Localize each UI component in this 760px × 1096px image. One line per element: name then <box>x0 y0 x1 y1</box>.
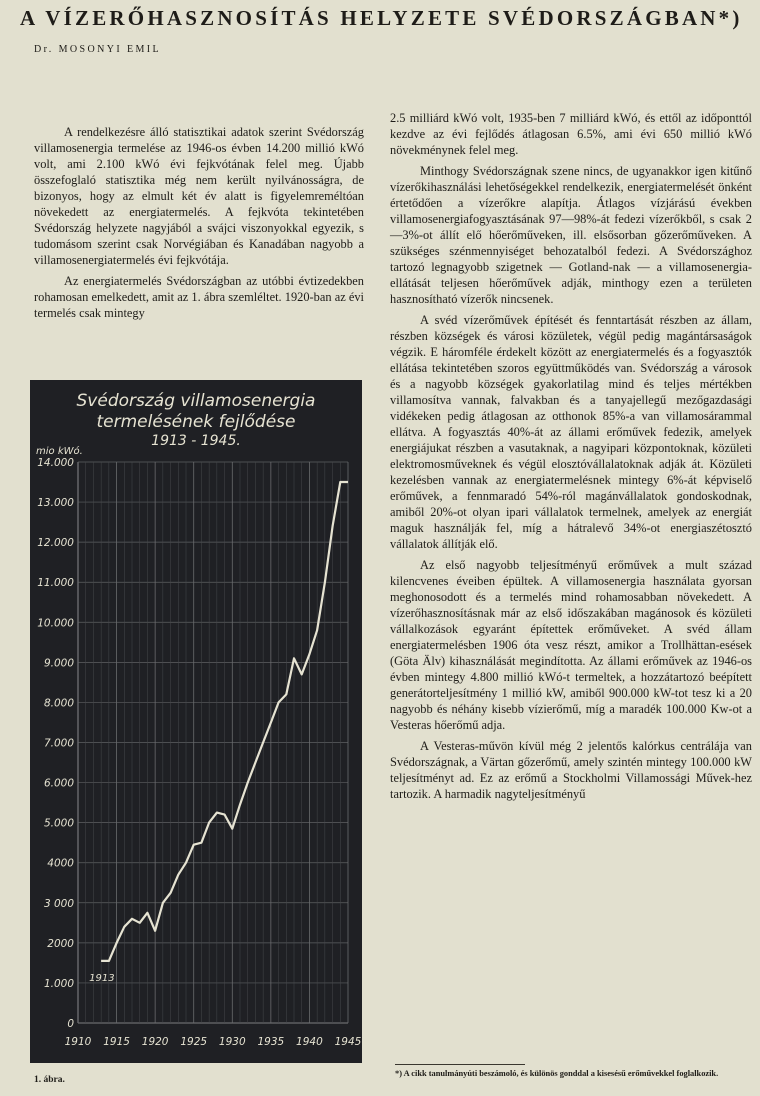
footnote: *) A cikk tanulmányúti beszámoló, és különös gonddal a kisesésű erőművekkel foglalkozik. <box>395 1069 719 1078</box>
start-year-annotation: 1913 <box>89 972 115 984</box>
y-tick-label: 6.000 <box>43 777 74 790</box>
x-tick-label: 1935 <box>257 1036 285 1048</box>
x-tick-label: 1925 <box>180 1036 208 1048</box>
y-tick-label: 8.000 <box>43 697 74 710</box>
x-tick-label: 1915 <box>103 1036 130 1048</box>
article-title: A VÍZERŐHASZNOSÍTÁS HELYZETE SVÉDORSZÁGBAN*) <box>20 6 743 30</box>
footnote-divider <box>395 1064 525 1065</box>
figure-caption: 1. ábra. <box>34 1075 65 1085</box>
x-tick-label: 1920 <box>141 1036 169 1048</box>
left-column <box>34 124 364 321</box>
paragraph: Minthogy Svédországnak szene nincs, de ugyanakkor igen kitűnő vízerőkihasználási lehetőségekkel rendelkezik, energiatermelését önként értetődően a vízerőkre alapítja. Átlagos vízjárású években villamosenergiafogyasztásának 97—98%-át fedezi vízerőkből, s csak 2—3%-ot állít elő hőerőműveken, ill. elsősorban gőzerőműveken. A szükséges szénmennyiséget behozatalból fedezi. A Svédországhoz tartozó legnagyobb szigetnek — Gotland-nak — a villamosenergia-ellátását teljesen hőerőművek adják, minthogy ezen a területen hasznosítható vízerők nincsenek. <box>390 164 752 306</box>
y-tick-label: 12.000 <box>37 537 74 550</box>
y-tick-label: 1.000 <box>43 977 74 990</box>
right-column <box>390 110 752 802</box>
paragraph: Az energiatermelés Svédországban az utóbbi évtizedekben rohamosan emelkedett, amit az 1. ábra szemléltet. 1920-ban az évi termelés csak mintegy <box>34 274 364 320</box>
y-tick-label: 3 000 <box>43 897 74 910</box>
author-name: Dr. MOSONYI EMIL <box>34 44 162 55</box>
paragraph: Az első nagyobb teljesítményű erőművek a mult század kilencvenes éveiben épültek. A villamosenergia használata gyorsan meghonosodott és a termelés mind rohamosabban növekedett. A vízerőhasznosításnak már az első időszakában magánosok és közületi vállalkozások egyaránt építettek erőműveket. A svéd állam energiatermelésben 1906 óta vesz részt, amikor a Trollhättan-esések (Göta Älv) kihasználását megindította. Az állami erőművek az 1946-os évben mintegy 4.800 millió kWó-t termeltek, a hozzátartozó beépített generátorteljesítmény 1 millió kW, amiből 900.000 kW-tot tesz ki a 20 nagyobb és néhány kisebb vízierőmű, míg a maradék 100.000 Kw-ot a Vesteras hőerőmű adja. <box>390 558 752 732</box>
x-tick-label: 1910 <box>64 1036 92 1048</box>
production-chart <box>30 380 362 1063</box>
paragraph: A svéd vízerőművek építését és fenntartását részben az állam, részben községek és városi közületek, végül pedig magántársaságok végzik. E háromféle érdekelt között az energiatermelés és a fogyasztók ellátása tekintetében szoros együttműködés van. Svédország a városok és a nagyobb községek gyakorlatilag mind és teljes mértékben villamosítva vannak, falvakban és a tanyajellegű mezőgazdasági vidékeken pedig átlagosan az otthonok 85%-a van villamosárammal ellátva. A fogyasztás 40%-át az állami erőművek fedezik, amelyek energiájukat részben a vasutaknak, a nagyipari központoknak, közületi elektromosműveknek és végül elosztóvállalatoknak adják át. Közületi kezelésben vannak az energiatermelésnek mintegy 6%-át képviselő erőművek, a fennmaradó 54%-ról magánvállalatok gondoskodnak, amiből 20%-ot olyan ipari vállalatok termelnek, amelyek az energiát maguk használják fel, míg a hátralevő 34%-ot energiaszétosztó vállalatok állítják elő. <box>390 313 752 551</box>
y-tick-label: 2000 <box>47 937 74 950</box>
figure-chart <box>30 380 362 1063</box>
y-tick-label: 4000 <box>47 857 74 870</box>
chart-title: Svédország villamosenergia termelésének fejlődése <box>76 391 316 432</box>
x-tick-label: 1930 <box>218 1036 246 1048</box>
x-tick-label: 1940 <box>296 1036 323 1048</box>
paragraph: A Vesteras-művön kívül még 2 jelentős kalórkus centrálája van Svédországnak, a Värtan gőzerőmű, amely szintén mintegy 100.000 kW teljesítményt ad. Ez az erőmű a Stockholmi Villamossági Művek-hez tartozik. A harmadik nagyteljesítményű <box>390 739 752 801</box>
y-tick-label: 7.000 <box>43 737 74 750</box>
y-tick-label: 10.000 <box>37 617 74 630</box>
y-axis-label: mio kWó. <box>36 446 83 457</box>
x-tick-label: 1945 <box>334 1036 362 1048</box>
y-tick-label: 13.000 <box>37 497 74 510</box>
y-tick-label: 11.000 <box>37 577 74 590</box>
chart-subtitle: 1913 - 1945. <box>151 433 241 449</box>
paragraph: A rendelkezésre álló statisztikai adatok szerint Svédország villamosenergia termelése az 1946-os évben 14.200 millió kWó volt, ami 2.100 kWó évi fejkvótának felel meg. Újabb összefoglaló statisztika még nem került nyilvánosságra, de bizonyos, hogy az elmult két év alatt is figyelemreméltóan növekedett az energiatermelés. A fejkvóta tekintetében Svédország helyzete nagyjából a svájci viszonyokkal egyezik, s tudomásom szerint csak Norvégiában és Kanadában nagyobb a villamosenergiatermelés évi fejkvótája. <box>34 125 364 267</box>
y-tick-label: 9.000 <box>43 657 74 670</box>
y-tick-label: 14.000 <box>37 457 74 469</box>
y-tick-label: 0 <box>67 1018 74 1030</box>
y-tick-label: 5.000 <box>43 817 74 830</box>
paragraph: 2.5 milliárd kWó volt, 1935-ben 7 milliárd kWó, és ettől az időponttól kezdve az évi fejlődés átlagosan 6.5%, ami évi 650 millió kWó növekménynek felel meg. <box>390 111 752 157</box>
